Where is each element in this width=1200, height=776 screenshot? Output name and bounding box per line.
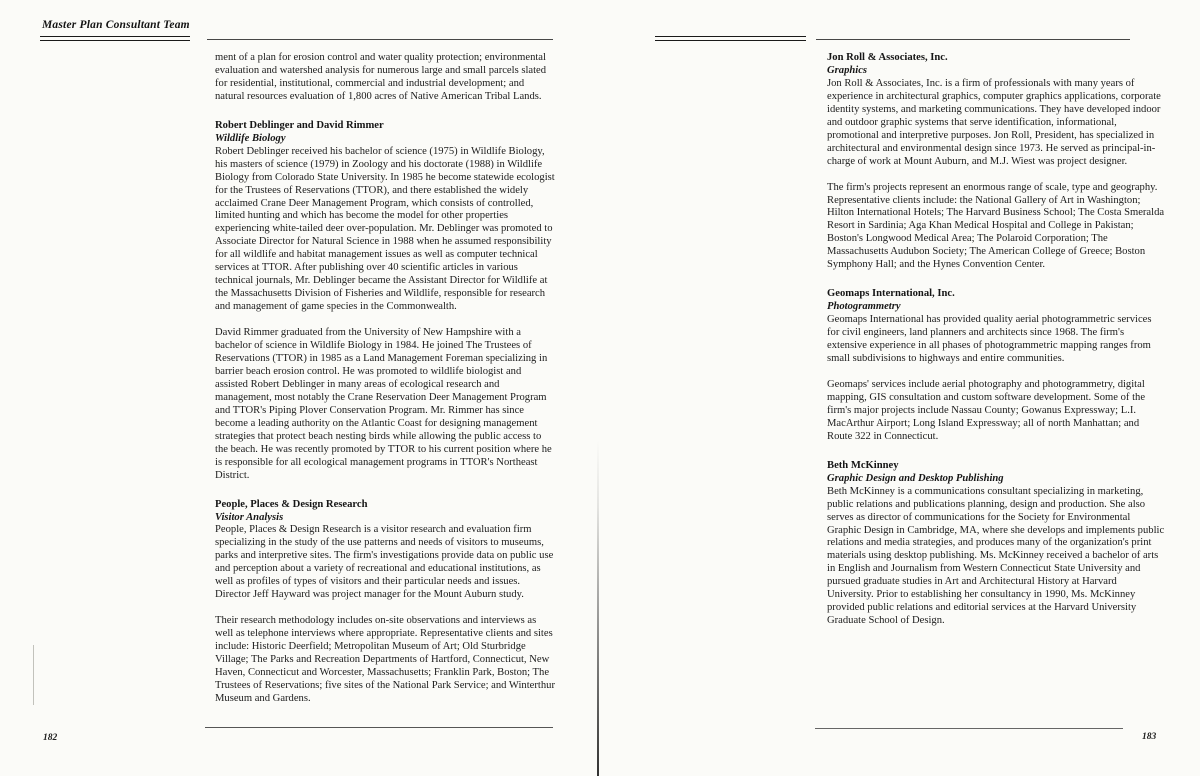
consultant-discipline-subheading: Visitor Analysis — [215, 511, 284, 523]
right-header-double-rule — [655, 36, 806, 41]
right-column-top-rule — [816, 39, 1130, 40]
consultant-name-heading: Robert Deblinger and David Rimmer — [215, 119, 384, 131]
right-column-bottom-rule — [815, 728, 1123, 729]
consultant-name-heading: Geomaps International, Inc. — [827, 288, 955, 300]
left-page-number: 182 — [43, 733, 58, 743]
consultant-discipline-subheading: Wildlife Biology — [215, 132, 286, 144]
left-column-bottom-rule — [205, 727, 553, 728]
body-paragraph: Beth McKinney is a communications consultant specializing in marketing, public relations and publications planning, design and production. She also serves as director of communications for the Society for Environmental Graphic Design in Cambridge, MA, where she develops and implements public relations and media strategies, and produces many of the organization's print materials using desktop publishing. Ms. McKinney received a bachelor of arts in English and Journalism from Western Connecticut State University and pursued graduate studies in Art and Architectural History at Harvard University. Prior to establishing her consultancy in 1990, Ms. McKinney provided public relations and editorial services at the Harvard University Graduate School of Design. — [827, 485, 1165, 627]
consultant-entry — [215, 52, 555, 104]
consultant-name-heading: Beth McKinney — [827, 459, 899, 471]
consultant-entry — [827, 460, 1165, 628]
consultant-entry — [827, 288, 1165, 443]
body-paragraph: Robert Deblinger received his bachelor of science (1975) in Wildlife Biology, his masters of science (1979) in Zoology and his doctorate (1988) in Wildlife Biology from Colorado State University. In 1985 he become statewide ecologist for the Trustees of Reservations (TTOR), and there established the widely acclaimed Crane Deer Management Program, which consists of controlled, limited hunting and which has become the model for other properties experiencing white-tailed deer over-population. Mr. Deblinger was promoted to Associate Director for Natural Science in 1988 when he assumed responsibility for all wildlife and habitat management issues as well as computer technical services at TTOR. After publishing over 40 scientific articles in various technical journals, Mr. Deblinger became the Assistant Director for Wildlife at the Massachusetts Division of Fisheries and Wildlife, responsible for research and management of game species in the Commonwealth. — [215, 145, 555, 313]
left-header-double-rule — [40, 36, 190, 41]
running-title: Master Plan Consultant Team — [42, 19, 190, 31]
consultant-name-heading: Jon Roll & Associates, Inc. — [827, 52, 948, 63]
body-paragraph: People, Places & Design Research is a visitor research and evaluation firm specializing in the study of the use patterns and needs of visitors to museums, parks and interpretive sites. The firm's investigations provide data on public use and perception about a variety of recreational and educational institutions, as well as profiles of types of visitors and their particular needs and issues. Director Jeff Hayward was project manager for the Mount Auburn study. — [215, 524, 554, 601]
left-column-top-rule — [207, 39, 553, 40]
consultant-entry — [215, 120, 555, 483]
consultant-name-heading: People, Places & Design Research — [215, 498, 368, 510]
body-paragraph: David Rimmer graduated from the University of New Hampshire with a bachelor of science in Wildlife Biology in 1984. He joined The Trustees of Reservations (TTOR) in 1985 as a Land Management Foreman specializing in barrier beach erosion control. He was promoted to wildlife biologist and assisted Robert Deblinger in many areas of ecological research and management, most notably the Crane Reservation Deer Management Program and TTOR's Piping Plover Conservation Program. Mr. Rimmer has since become a leading authority on the Atlantic Coast for designing management strategies that protect beach nesting birds while allowing the public access to the beach. He was recently promoted by TTOR to his current position where he is responsible for all ecological management programs in TTOR's Northeast District. — [215, 327, 552, 481]
consultant-entry — [827, 52, 1165, 272]
body-paragraph: The firm's projects represent an enormous range of scale, type and geography. Representative clients include: the National Gallery of Art in Washington; Hilton International Hotels; The Harvard Business School; The Costa Smeralda Resort in Sardinia; Aga Khan Medical Hospital and College in Pakistan; Boston's Longwood Medical Area; The Polaroid Corporation; The Massachusetts Audubon Society; The American College of Greece; Boston Symphony Hall; and the Hynes Convention Center. — [827, 181, 1165, 271]
body-paragraph: Their research methodology includes on-site observations and interviews as well as telephone interviews where appropriate. Representative clients and sites include: Historic Deerfield; Metropolitan Museum of Art; Old Sturbridge Village; The Parks and Recreation Departments of Hartford, Connecticut, New Haven, Connecticut and Worcester, Massachusetts; Franklin Park, Boston; The Trustees of Reservations; five sites of the National Park Service; and Winterthur Museum and Gardens. — [215, 615, 555, 704]
page-gutter-shadow — [597, 440, 599, 776]
left-page-text-column — [215, 52, 555, 706]
consultant-discipline-subheading: Graphic Design and Desktop Publishing — [827, 472, 1004, 484]
body-paragraph: Geomaps International has provided quality aerial photogrammetric services for civil engineers, land planners and architects since 1968. The firm's extensive experience in all phases of photogrammetric mapping ranges from small subdivisions to highways and entire communities. — [827, 314, 1152, 365]
consultant-discipline-subheading: Graphics — [827, 64, 868, 76]
consultant-discipline-subheading: Photogrammetry — [827, 301, 901, 313]
right-page-text-column — [827, 52, 1165, 628]
body-paragraph: Jon Roll & Associates, Inc. is a firm of professionals with many years of experience in architectural graphics, computer graphics applications, corporate identity systems, and marketing communications. They have developed indoor and outdoor graphic systems that serve identification, informational, promotional and interpretive purposes. Jon Roll, President, has specialized in architectural and environmental design since 1973. He served as principal-in-charge of work at Mount Auburn, and M.J. Wiest was project designer. — [827, 77, 1161, 167]
consultant-entry — [215, 499, 555, 706]
body-paragraph: Geomaps' services include aerial photography and photogrammetry, digital mapping, GIS consultation and custom software development. Some of the firm's major projects include Nassau County; Gowanus Expressway; L.I. MacArthur Airport; Long Island Expressway; all of north Manhattan; and Route 322 in Connecticut. — [827, 378, 1146, 442]
scan-artifact-line — [33, 645, 34, 705]
right-page-number: 183 — [1142, 732, 1157, 742]
body-paragraph: ment of a plan for erosion control and water quality protection; environmental evaluation and watershed analysis for numerous large and small parcels slated for residential, institutional, commercial and industrial development; and natural resources evaluation of 1,800 acres of Native American Tribal Lands. — [215, 52, 547, 102]
